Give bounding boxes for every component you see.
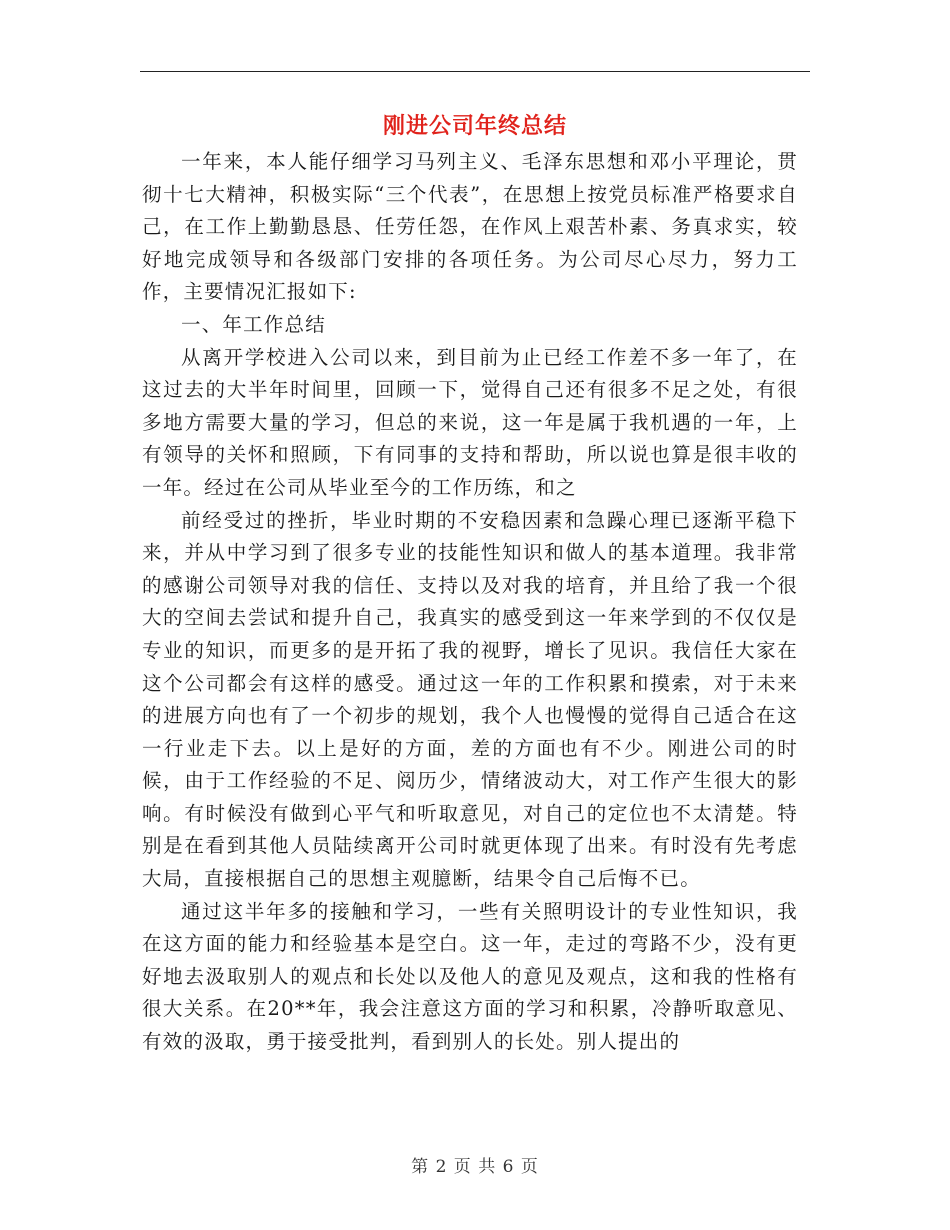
header-rule <box>140 71 810 72</box>
paragraph: 从离开学校进入公司以来，到目前为止已经工作差不多一年了，在这过去的大半年时间里，回顾一下，觉得自己还有很多不足之处，有很多地方需要大量的学习，但总的来说，这一年是属于我机遇的一年，上有领导的关怀和照顾，下有同事的支持和帮助，所以说也算是很丰收的一年。经过在公司从毕业至今的工作历练，和之 <box>142 345 798 499</box>
section-heading: 一、年工作总结 <box>181 312 326 336</box>
paragraph: 前经受过的挫折，毕业时期的不安稳因素和急躁心理已逐渐平稳下来，并从中学习到了很多专业的技能性知识和做人的基本道理。我非常的感谢公司领导对我的信任、支持以及对我的培育，并且给了我一个很大的空间去尝试和提升自己，我真实的感受到这一年来学到的不仅仅是专业的知识，而更多的是开拓了我的视野，增长了见识。我信任大家在这个公司都会有这样的感受。通过这一年的工作积累和摸索，对于未来的进展方向也有了一个初步的规划，我个人也慢慢的觉得自己适合在这一行业走下去。以上是好的方面，差的方面也有不少。刚进公司的时候，由于工作经验的不足、阅历少，情绪波动大，对工作产生很大的影响。有时候没有做到心平气和听取意见，对自己的定位也不太清楚。特别是在看到其他人员陆续离开公司时就更体现了出来。有时没有先考虑大局，直接根据自己的思想主观臆断，结果令自己后悔不已。 <box>142 508 798 891</box>
paragraph: 一年来，本人能仔细学习马列主义、毛泽东思想和邓小平理论，贯彻十七大精神，积极实际“三个代表”，在思想上按党员标准严格要求自己，在工作上勤勤恳恳、任劳任怨，在作风上艰苦朴素、务真求实，较好地完成领导和各级部门安排的各项任务。为公司尽心尽力，努力工作，主要情况汇报如下: <box>142 150 798 304</box>
document-title: 刚进公司年终总结 <box>382 113 567 139</box>
paragraph: 通过这半年多的接触和学习，一些有关照明设计的专业性知识，我在这方面的能力和经验基本是空白。这一年，走过的弯路不少，没有更好地去汲取别人的观点和长处以及他人的意见及观点，这和我的性格有很大关系。在20**年，我会注意这方面的学习和积累，冷静听取意见、有效的汲取，勇于接受批判，看到别人的长处。别人提出的 <box>142 899 798 1054</box>
document-body <box>142 146 798 1059</box>
page-number: 第 2 页 共 6 页 <box>411 1157 539 1177</box>
